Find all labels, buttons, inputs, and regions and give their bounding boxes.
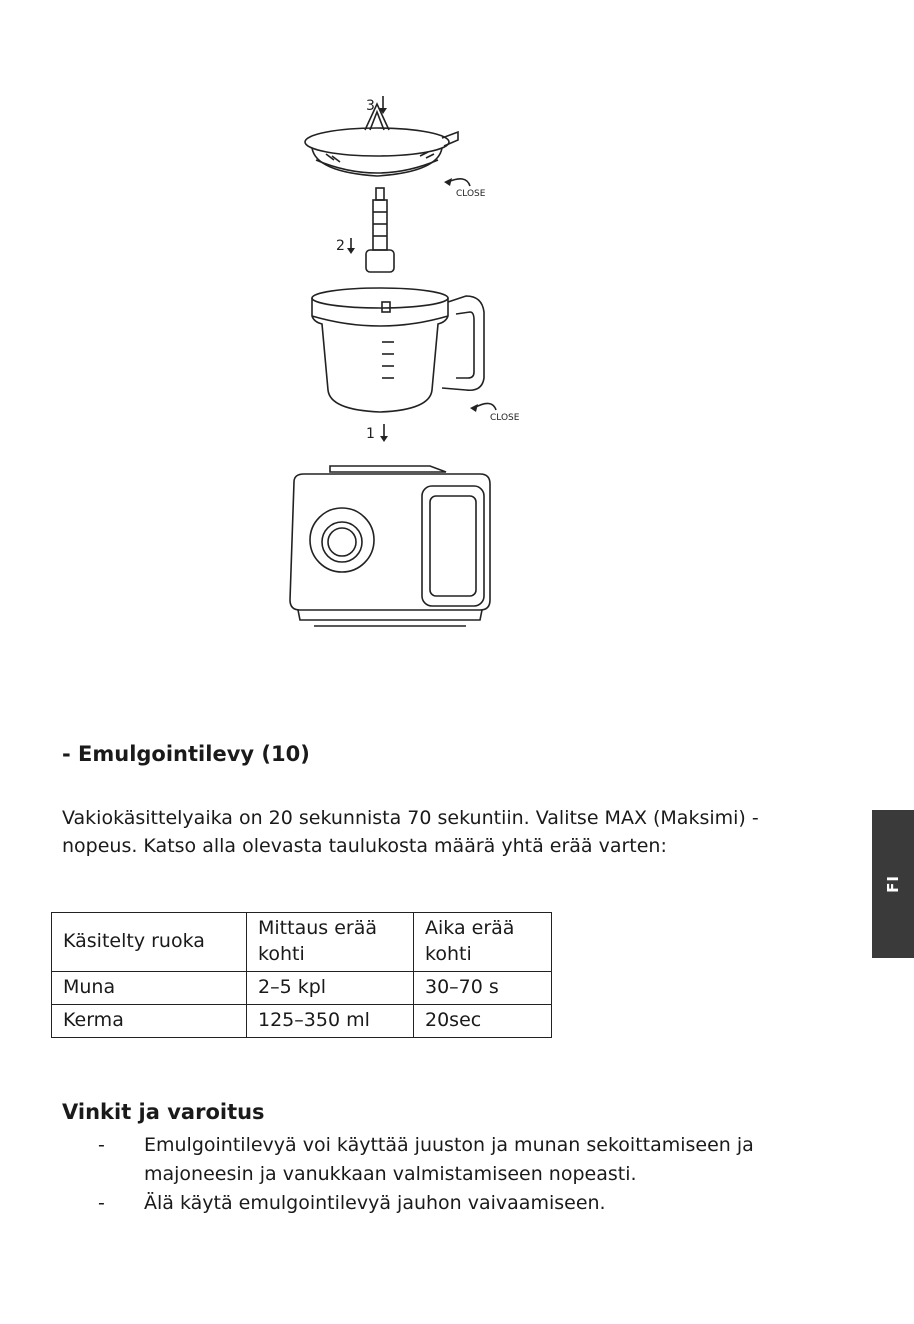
- motor-base: [290, 466, 490, 626]
- table-cell: 20sec: [414, 1005, 552, 1038]
- language-tab: [872, 810, 914, 958]
- language-label: FI: [883, 875, 902, 893]
- table-header-cell: Aika erää kohti: [414, 913, 552, 972]
- table-cell: 2–5 kpl: [247, 972, 414, 1005]
- table-cell: Muna: [52, 972, 247, 1005]
- food-processor-assembly-drawing: [270, 90, 530, 635]
- intro-paragraph: Vakiokäsittelyaika on 20 sekunnista 70 sekuntiin. Valitse MAX (Maksimi) -nopeus. Katso alla olevasta taulukosta määrä yhtä erää varten:: [62, 807, 759, 857]
- close-label-top: CLOSE: [456, 189, 486, 199]
- table-row: [52, 1005, 552, 1038]
- step-1-label: 1: [366, 426, 375, 442]
- tips-list: [98, 1131, 818, 1218]
- processing-bowl: [312, 288, 484, 412]
- tip-text: Älä käytä emulgointilevyä jauhon vaivaamiseen.: [144, 1192, 606, 1214]
- list-item: [98, 1189, 818, 1218]
- assembly-illustration: [270, 90, 530, 635]
- table-row: [52, 972, 552, 1005]
- table-header-cell: Mittaus erää kohti: [247, 913, 414, 972]
- citrus-press-tray: [305, 104, 458, 176]
- bullet-dash: -: [98, 1134, 105, 1156]
- table-cell: 30–70 s: [414, 972, 552, 1005]
- step-2-label: 2: [336, 238, 345, 254]
- processing-table: [51, 912, 552, 1038]
- section-title: - Emulgointilevy (10): [62, 742, 310, 766]
- close-label-middle: CLOSE: [490, 413, 520, 423]
- step-3-label: 3: [366, 98, 375, 114]
- tip-text: Emulgointilevyä voi käyttää juuston ja munan sekoittamiseen ja majoneesin ja vanukkaan valmistamiseen nopeasti.: [144, 1134, 754, 1185]
- tips-title: Vinkit ja varoitus: [62, 1100, 265, 1124]
- drive-shaft: [366, 188, 394, 272]
- table-header-row: [52, 913, 552, 972]
- table-cell: Kerma: [52, 1005, 247, 1038]
- table-header-cell: Käsitelty ruoka: [52, 913, 247, 972]
- table-cell: 125–350 ml: [247, 1005, 414, 1038]
- bullet-dash: -: [98, 1192, 105, 1214]
- list-item: [98, 1131, 818, 1189]
